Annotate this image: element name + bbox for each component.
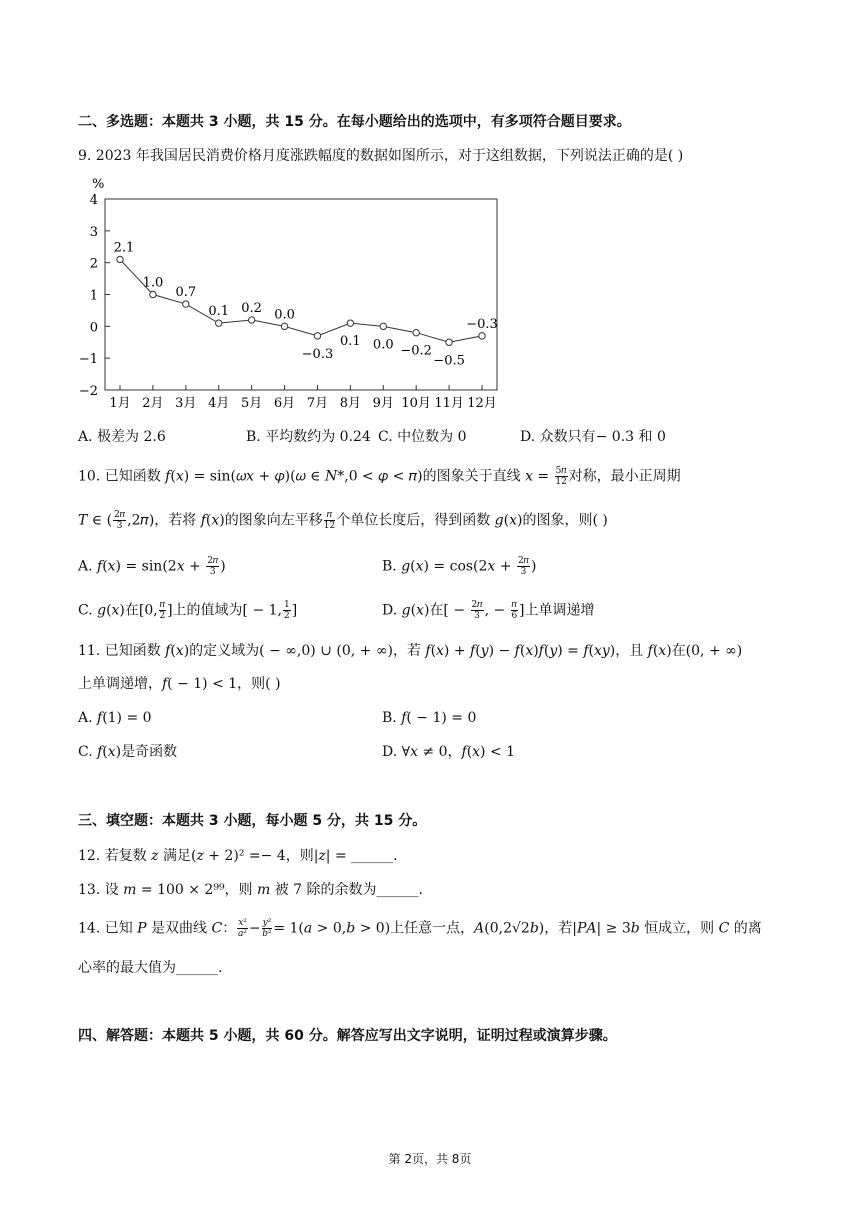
- question-14-line-2: 心率的最大值为______.: [78, 960, 223, 976]
- fraction: $\frac{\text{2𝜋}}{3}$: [114, 510, 126, 531]
- question-9-stem: 9. 2023 年我国居民消费价格月度涨跌幅度的数据如图所示，对于这组数据，下列说法正确的是( ): [78, 148, 684, 164]
- data-point: [380, 323, 386, 329]
- y-tick-label: 3: [89, 224, 98, 240]
- q11-option-b: B. 𝑓( − 1) = 0: [382, 710, 477, 726]
- fraction: $\frac{\text{5𝜋}}{12}$: [555, 466, 567, 487]
- data-point: [479, 333, 485, 339]
- question-13: 13. 设 𝑚 = 100 × 2⁹⁹，则 𝑚 被 7 除的余数为______.: [78, 882, 423, 898]
- y-axis-unit: %: [92, 177, 105, 192]
- data-label: 0.1: [340, 334, 361, 350]
- q10-option-c: C. 𝑔(𝑥)在[0, $\frac{\text{𝜋}}{2}$ ]上的值域为[ − 1, $\frac{1}{2}$ ]: [78, 600, 298, 621]
- q11-option-d: D. ∀𝑥 ≠ 0，𝑓(𝑥) < 1: [382, 744, 516, 760]
- q10-text: 的图象关于直线: [422, 468, 526, 485]
- q9-option-b: B. 平均数约为 0.24: [246, 429, 371, 445]
- q10-text: 的图象向左平移: [224, 512, 323, 529]
- q10-func: 𝑔(𝑥): [494, 512, 523, 529]
- data-label: 1.0: [142, 275, 164, 291]
- q10-eq: 𝑥 =: [525, 468, 554, 485]
- q10-option-b: B. 𝑔(𝑥) = cos(2𝑥 + $\frac{\text{2𝜋}}{3}$ ): [382, 556, 537, 577]
- data-point: [347, 320, 353, 326]
- series-line: [120, 259, 482, 342]
- q10-text: 𝑇 ∈ (: [78, 512, 113, 529]
- y-tick-label: 1: [89, 288, 98, 304]
- q10-text: 对称，最小正周期: [568, 468, 681, 485]
- q10-option-a: A. 𝑓(𝑥) = sin(2𝑥 + $\frac{\text{2𝜋}}{3}$ ): [78, 556, 226, 577]
- data-label: 0.0: [274, 307, 295, 323]
- data-point: [248, 317, 254, 323]
- q10-func: 𝑓(𝑥): [200, 512, 225, 529]
- q11-option-c: C. 𝑓(𝑥)是奇函数: [78, 744, 178, 760]
- q10-func: 𝑓(𝑥) = sin(𝜔𝑥 + 𝜑)(𝜔 ∈ 𝑁*,0 < 𝜑 < 𝜋): [165, 468, 423, 485]
- data-label: −0.3: [301, 346, 334, 362]
- y-tick-label: 4: [89, 193, 98, 208]
- q9-option-d: D. 众数只有− 0.3 和 0: [520, 429, 666, 445]
- data-label: 2.1: [113, 240, 135, 256]
- data-point: [216, 320, 222, 326]
- question-10-line-2: [78, 510, 608, 531]
- q10-text: 10. 已知函数: [78, 468, 166, 485]
- data-labels: [114, 240, 498, 368]
- question-11-line-2: 上单调递增，𝑓( − 1) < 1，则( ): [78, 676, 281, 692]
- x-tick-label: 2月: [142, 396, 164, 411]
- section-3-heading: 三、填空题：本题共 3 小题，每小题 5 分，共 15 分。: [78, 813, 427, 829]
- data-label: 0.7: [175, 285, 197, 301]
- data-point: [281, 323, 287, 329]
- question-11-line-1: 11. 已知函数 𝑓(𝑥)的定义域为( − ∞,0) ∪ (0, + ∞)，若 𝑓(𝑥) + 𝑓(𝑦) − 𝑓(𝑥)𝑓(𝑦) = 𝑓(𝑥𝑦)，且 𝑓(𝑥)在(0, + ∞): [78, 643, 743, 659]
- q9-option-a: A. 极差为 2.6: [78, 429, 166, 445]
- q10-text: 个单位长度后，得到函数: [336, 512, 495, 529]
- x-tick-label: 3月: [175, 396, 197, 411]
- fraction: $\frac{\text{𝜋}}{12}$: [323, 510, 336, 531]
- data-point: [446, 339, 452, 345]
- x-tick-label: 10月: [401, 396, 431, 411]
- y-tick-label: −2: [78, 384, 98, 399]
- section-4-heading: 四、解答题：本题共 5 小题，共 60 分。解答应写出文字说明，证明过程或演算步骤。: [78, 1028, 617, 1044]
- page-footer: 第 2页，共 8页: [388, 1152, 472, 1166]
- q9-option-c: C. 中位数为 0: [378, 429, 467, 445]
- q10-option-d: D. 𝑔(𝑥)在[ − $\frac{\text{2𝜋}}{3}$ , − $\frac{\text{𝜋}}{6}$ ]上单调递增: [382, 600, 595, 621]
- q11-option-a: A. 𝑓(1) = 0: [78, 710, 152, 726]
- q10-text: ,2𝜋)，若将: [127, 512, 201, 529]
- data-label: −0.2: [400, 343, 432, 359]
- section-2-heading: 二、多选题：本题共 3 小题，共 15 分。在每小题给出的选项中，有多项符合题目要求。: [78, 114, 631, 130]
- x-tick-label: 7月: [306, 396, 329, 411]
- fraction: $\frac{\text{𝑥²}}{\text{𝑎²}}$: [238, 918, 248, 939]
- x-tick-label: 4月: [208, 396, 230, 411]
- data-point: [413, 330, 419, 336]
- x-tick-label: 8月: [339, 396, 362, 411]
- y-tick-label: 0: [89, 320, 98, 336]
- x-tick-label: 11月: [434, 396, 464, 411]
- data-points: [117, 256, 485, 345]
- question-12: 12. 若复数 𝑧 满足(𝑧 + 2)² =− 4，则|𝑧| = ______.: [78, 848, 398, 864]
- x-tick-label: 9月: [372, 396, 394, 411]
- question-10-line-1: [78, 466, 681, 487]
- data-label: 0.0: [372, 337, 394, 353]
- x-axis-ticks: [109, 385, 496, 411]
- x-tick-label: 1月: [109, 396, 131, 411]
- y-tick-label: −1: [78, 352, 98, 368]
- data-point: [117, 256, 123, 262]
- question-14-line-1: 14. 已知 𝑃 是双曲线 𝐶： $\frac{\text{𝑥²}}{\text{𝑎²}}$ − $\frac{\text{𝑦²}}{\text{𝑏²}}$ = 1(𝑎 > 0,𝑏 > 0)上任意一点，𝐴(0,2√2𝑏)，若|𝑃𝐴| ≥ 3𝑏 恒成立，则 𝐶 的离: [78, 918, 762, 939]
- data-point: [183, 301, 189, 307]
- fraction: $\frac{\text{𝑦²}}{\text{𝑏²}}$: [262, 918, 272, 939]
- data-label: −0.5: [433, 353, 465, 369]
- q10-text: 的图象，则( ): [522, 512, 608, 529]
- data-label: 0.2: [241, 300, 262, 316]
- x-tick-label: 12月: [467, 396, 497, 411]
- cpi-line-chart: [78, 172, 508, 412]
- data-label: −0.3: [466, 316, 498, 332]
- data-point: [314, 333, 320, 339]
- data-label: 0.1: [208, 304, 230, 320]
- x-tick-label: 5月: [240, 396, 263, 411]
- x-tick-label: 6月: [273, 396, 296, 411]
- y-tick-label: 2: [89, 256, 98, 272]
- data-point: [150, 291, 156, 297]
